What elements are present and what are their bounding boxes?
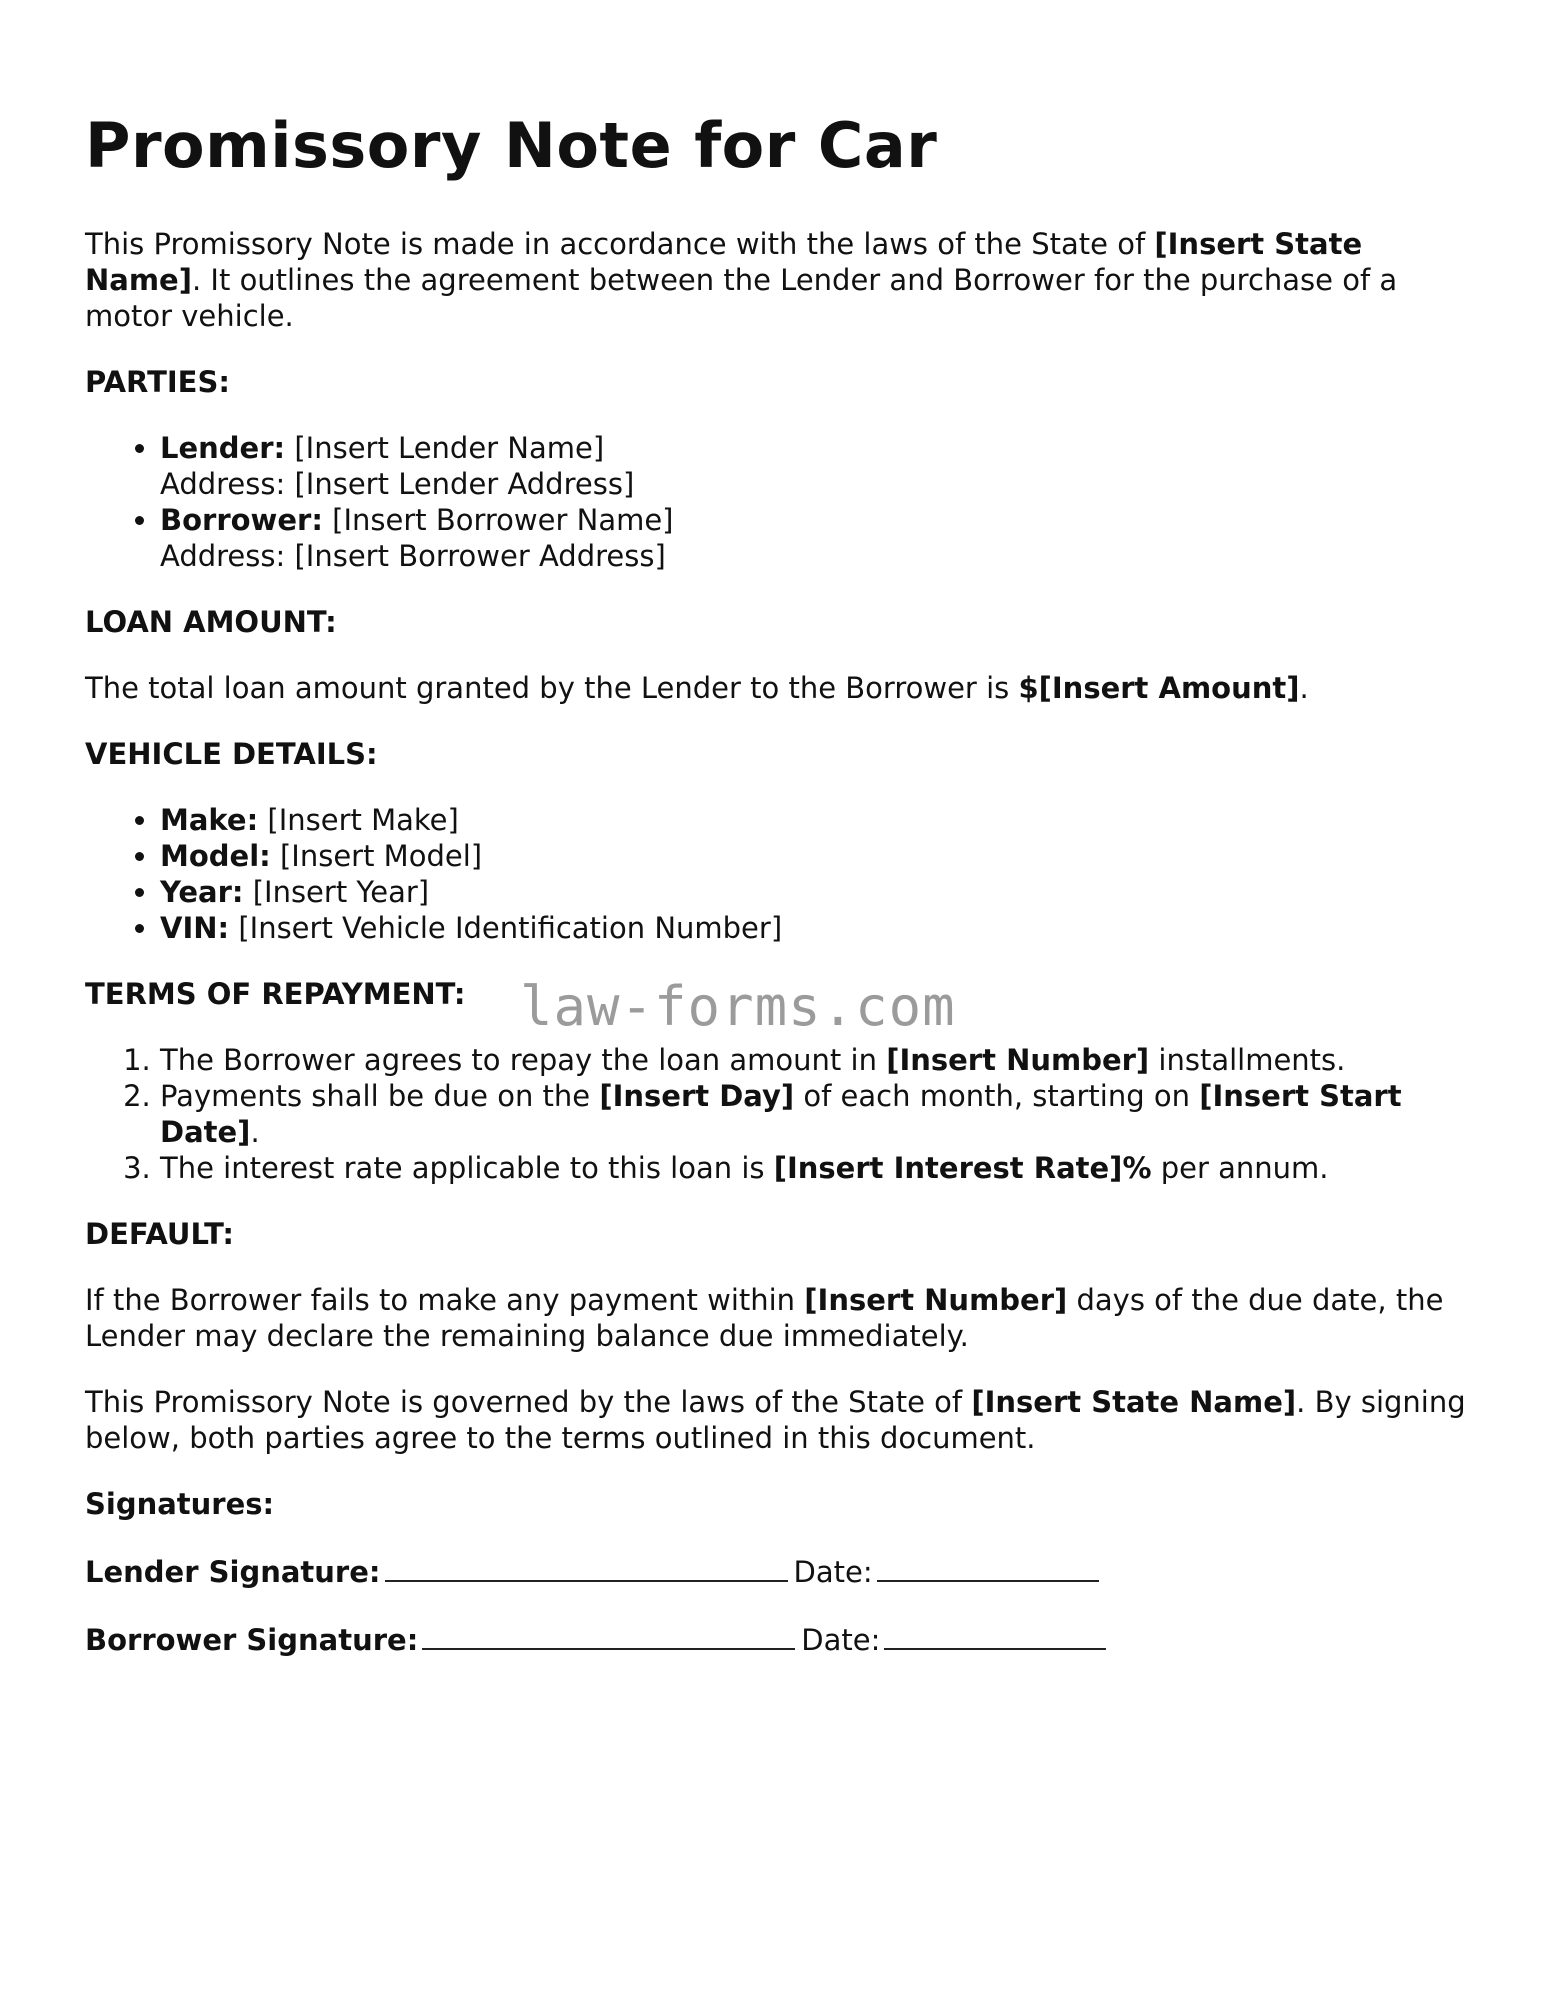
loan-amount-value: $[Insert Amount] [1018,671,1300,705]
term-text: The Borrower agrees to repay the loan amount in [160,1043,887,1077]
party-label: Borrower: [160,503,323,537]
default-text-2: days of the due date, the Lender may declare the remaining balance due immediately. [85,1283,1444,1353]
term-placeholder: [Insert Number] [886,1043,1150,1077]
loan-amount-heading: LOAN AMOUNT: [85,605,337,639]
vehicle-label: Model: [160,839,271,873]
borrower-date-line[interactable] [884,1620,1106,1650]
repayment-term [160,1042,1475,1078]
term-text: The interest rate applicable to this loan is [160,1151,774,1185]
vehicle-value: [Insert Make] [258,803,459,837]
intro-text-1: This Promissory Note is made in accordance with the laws of the State of [85,227,1155,261]
party-lender [160,430,1475,502]
parties-list [85,430,1475,574]
vehicle-value: [Insert Model] [270,839,483,873]
party-address: Address: [Insert Lender Address] [160,467,635,501]
repayment-heading: TERMS OF REPAYMENT: [85,977,466,1011]
borrower-signature-row [85,1620,1475,1658]
vehicle-vin [160,910,1475,946]
loan-text-2: . [1299,671,1309,705]
term-placeholder: [Insert Start Date] [160,1079,1402,1149]
borrower-signature-line[interactable] [422,1620,795,1650]
party-address: Address: [Insert Borrower Address] [160,539,666,573]
loan-amount-paragraph [85,670,1475,706]
document-page [85,100,1475,1688]
lender-date-line[interactable] [877,1552,1099,1582]
party-value: [Insert Borrower Name] [322,503,674,537]
vehicle-make [160,802,1475,838]
vehicle-model [160,838,1475,874]
vehicle-value: [Insert Year] [243,875,430,909]
party-value: [Insert Lender Name] [285,431,605,465]
party-label: Lender: [160,431,286,465]
vehicle-label: VIN: [160,911,230,945]
governing-state-name: [Insert State Name] [971,1385,1297,1419]
borrower-date-label: Date: [801,1623,881,1657]
vehicle-year [160,874,1475,910]
term-text: . [250,1115,260,1149]
intro-state-name: [Insert State Name] [85,227,1363,297]
repayment-term [160,1150,1475,1186]
party-borrower [160,502,1475,574]
governing-law-paragraph [85,1384,1475,1456]
term-text: Payments shall be due on the [160,1079,600,1113]
watermark: law-forms.com [520,975,956,1038]
lender-date-label: Date: [793,1555,873,1589]
lender-signature-label: Lender Signature: [85,1555,381,1589]
term-text: installments. [1149,1043,1346,1077]
repayment-term [160,1078,1475,1150]
vehicle-label: Make: [160,803,259,837]
governing-text-2: . By signing below, both parties agree to the terms outlined in this document. [85,1385,1466,1455]
default-heading: DEFAULT: [85,1217,234,1251]
page-title: Promissory Note for Car [85,109,938,182]
lender-signature-line[interactable] [385,1552,788,1582]
default-paragraph [85,1282,1475,1354]
repayment-list [85,1042,1475,1186]
governing-text-1: This Promissory Note is governed by the laws of the State of [85,1385,972,1419]
parties-heading: PARTIES: [85,365,230,399]
term-placeholder: [Insert Interest Rate]% [773,1151,1152,1185]
intro-text-2: . It outlines the agreement between the Lender and Borrower for the purchase of a motor vehicle. [85,263,1398,333]
loan-text-1: The total loan amount granted by the Lender to the Borrower is [85,671,1019,705]
borrower-signature-label: Borrower Signature: [85,1623,419,1657]
default-text-1: If the Borrower fails to make any payment within [85,1283,805,1317]
term-text: of each month, starting on [794,1079,1200,1113]
term-placeholder: [Insert Day] [599,1079,795,1113]
vehicle-value: [Insert Vehicle Identification Number] [229,911,783,945]
vehicle-label: Year: [160,875,244,909]
default-days-value: [Insert Number] [804,1283,1068,1317]
vehicle-details-list [85,802,1475,946]
term-text: per annum. [1151,1151,1329,1185]
vehicle-details-heading: VEHICLE DETAILS: [85,737,378,771]
intro-paragraph [85,226,1475,334]
lender-signature-row [85,1552,1475,1590]
signatures-heading: Signatures: [85,1487,275,1521]
